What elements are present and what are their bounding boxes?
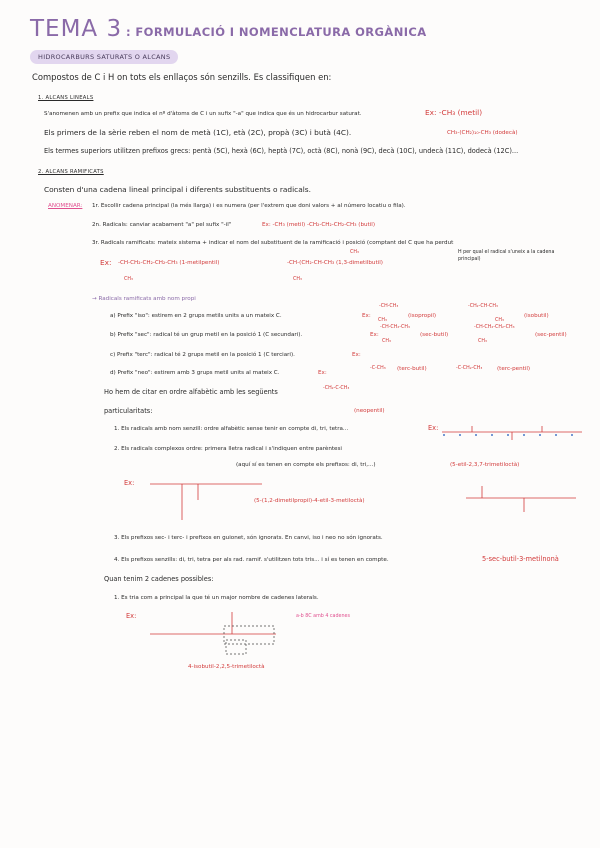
rule-3-note: H per qual el radical s'uneix a la cadena principal) — [458, 250, 555, 262]
two-chains-rule: 1. Es tria com a principal la que té un major nombre de cadenes laterals. — [114, 595, 319, 601]
particularitat-4: 4. Els prefixos senzills: di, tri, tetra per als rad. ramif. s'utilitzen tots tris... i sí es tenen en compte. — [114, 557, 389, 563]
nom-propi-heading: → Radicals ramificats amb nom propi — [92, 296, 196, 302]
two-chains-heading: Quan tenim 2 cadenes possibles: — [104, 575, 214, 583]
secbutil-name: (sec-butil) — [420, 332, 449, 338]
anomenar-label: ANOMENAR: — [48, 203, 83, 209]
formula-dimetilbutil-branch: CH₃ — [293, 277, 302, 282]
particularitat-4-example: 5-sec-butil-3-metilnonà — [482, 555, 559, 563]
tercbutil-formula: -C-CH₃ — [370, 366, 386, 371]
prefix-neo: d) Prefix "neo": estirem amb 3 grups metil units al mateix C. — [110, 370, 280, 376]
formula-dimetilbutil: -CH-(CH₂-CH-CH₃ (1,3-dimetilbutil) — [287, 260, 383, 266]
tercbutil-name: (terc-butil) — [397, 366, 427, 372]
rule-1: 1r. Escollir cadena principal (la més llarga) i es numera (per l'extrem que doni valors + al número locatiu o fila). — [92, 203, 406, 209]
alcans-ramificats-heading: 2. ALCANS RAMIFICATS — [38, 169, 104, 175]
first-series-text: Els primers de la sèrie reben el nom de metà (1C), età (2C), propà (3C) i butà (4C). — [44, 128, 352, 137]
greek-prefix-text: Els termes superiors utilitzen prefixos grecs: pentà (5C), hexà (6C), heptà (7C), octà (8C), nonà (9C), decà (10C), undecà (11C), dodecà (12C)... — [44, 147, 519, 155]
secpentil-name: (sec-pentil) — [535, 332, 567, 338]
dodeca-example: CH₃-(CH₂)₁₀-CH₃ (dodecà) — [447, 130, 518, 136]
intro-text: Compostos de C i H on tots els enllaços són senzills. Es classifiquen en: — [32, 72, 332, 82]
example-skeleton-2 — [146, 470, 266, 530]
example-skeleton-4 — [146, 600, 296, 660]
tercpentil-formula: -C-CH₂-CH₃ — [456, 366, 483, 371]
example-skeleton-1 — [432, 420, 592, 452]
rule-2-example: Ex: -CH₃ (metil) -CH₂-CH₂-CH₂-CH₃ (butil) — [262, 222, 376, 228]
formula-1-metilpentil-branch: CH₃ — [124, 277, 133, 282]
isopropil-formula: -CH-CH₃ — [379, 304, 399, 309]
particularitat-1: 1. Els radicals amb nom senzill: ordre alfabètic sense tenir en compte di, tri, tetra... — [114, 426, 349, 432]
isopropil-name: (isopropil) — [408, 313, 437, 319]
prefix-iso: a) Prefix "iso": estirem en 2 grups metils units a un mateix C. — [110, 313, 282, 319]
two-chains-example-label: Ex: — [126, 612, 137, 620]
isopropil-branch: CH₃ — [378, 318, 387, 323]
complex-name-1: (5-(1,2-dimetilpropil)-4-etil-3-metiloctà) — [254, 498, 365, 504]
lineals-example: Ex: -CH₃ (metil) — [425, 108, 483, 117]
particularitat-2-example-label: Ex: — [124, 479, 135, 487]
neopentil-formula: -CH₂-C-CH₃ — [323, 386, 350, 391]
isobutil-branch: CH₃ — [495, 318, 504, 323]
iso-example-label: Ex: — [362, 313, 371, 319]
rule-3-example-label: Ex: — [100, 258, 112, 267]
prefix-sec: b) Prefix "sec": radical té un grup metil en la posició 1 (C secundari). — [110, 332, 303, 338]
secbutil-formula: -CH-CH₂-CH₃ — [380, 325, 410, 330]
particularitat-2: 2. Els radicals complexos ordre: primera lletra radical i s'indiquen entre parèntesi — [114, 446, 342, 452]
ramificats-intro: Consten d'una cadena lineal principal i diferents substituents o radicals. — [44, 185, 312, 194]
lineals-rule-text: S'anomenen amb un prefix que indica el nº d'àtoms de C i un sufix "-a" que indica que és un hidrocarbur saturat. — [44, 111, 362, 117]
terc-example-label: Ex: — [352, 352, 361, 358]
tercpentil-name: (terc-pentil) — [497, 366, 531, 372]
complex-name-2: (5-etil-2,3,7-trimetiloctà) — [450, 462, 520, 468]
isobutil-name: (isobutil) — [524, 313, 549, 319]
secbutil-branch: CH₃ — [382, 339, 391, 344]
formula-dimetilbutil-top: CH₃ — [350, 250, 359, 255]
neo-example-label: Ex: — [318, 370, 327, 376]
formula-1-metilpentil: -CH-CH₂-CH₂-CH₂-CH₃ (1-metilpentil) — [118, 260, 220, 266]
two-chains-name: 4-isobutil-2,2,5-trimetiloctà — [188, 664, 265, 670]
example-skeleton-3 — [462, 478, 580, 518]
two-chains-note: a-b 8C amb 4 cadenes — [296, 614, 350, 619]
secpentil-formula: -CH-CH₂-CH₂-CH₃ — [474, 325, 515, 330]
particularitats-label: particularitats: — [104, 407, 153, 415]
particularitat-1-example-label: Ex: — [428, 424, 439, 432]
prefix-terc: c) Prefix "terc": radical té 2 grups metil en la posició 1 (C terciari). — [110, 352, 295, 358]
secpentil-branch: CH₃ — [478, 339, 487, 344]
section-heading: HIDROCARBURS SATURATS O ALCANS — [30, 50, 178, 64]
page-subtitle: : FORMULACIÓ I NOMENCLATURA ORGÀNICA — [126, 25, 427, 39]
rule-3: 3r. Radicals ramificats: mateix sistema + indicar el nom del substituent de la ramificació i posició (comptant del C que ha perdut — [92, 240, 454, 246]
alphabetic-order-text: Ho hem de citar en ordre alfabètic amb les següents — [104, 388, 278, 396]
rule-2: 2n. Radicals: canviar acabament "a" pel sufix "-il" — [92, 222, 232, 228]
isobutil-formula: -CH₂-CH-CH₃ — [468, 304, 498, 309]
particularitat-2-note: (aquí sí es tenen en compte els prefixos: di, tri,...) — [236, 462, 376, 468]
neopentil-name: (neopentil) — [354, 408, 385, 414]
particularitat-3: 3. Els prefixos sec- i terc- i prefixos en guionet, són ignorats. En canvi, iso i neo no són ignorats. — [114, 535, 383, 541]
sec-example-label: Ex: — [370, 332, 379, 338]
alcans-lineals-heading: 1. ALCANS LINEALS — [38, 95, 94, 101]
page-title: TEMA 3 — [30, 16, 123, 42]
